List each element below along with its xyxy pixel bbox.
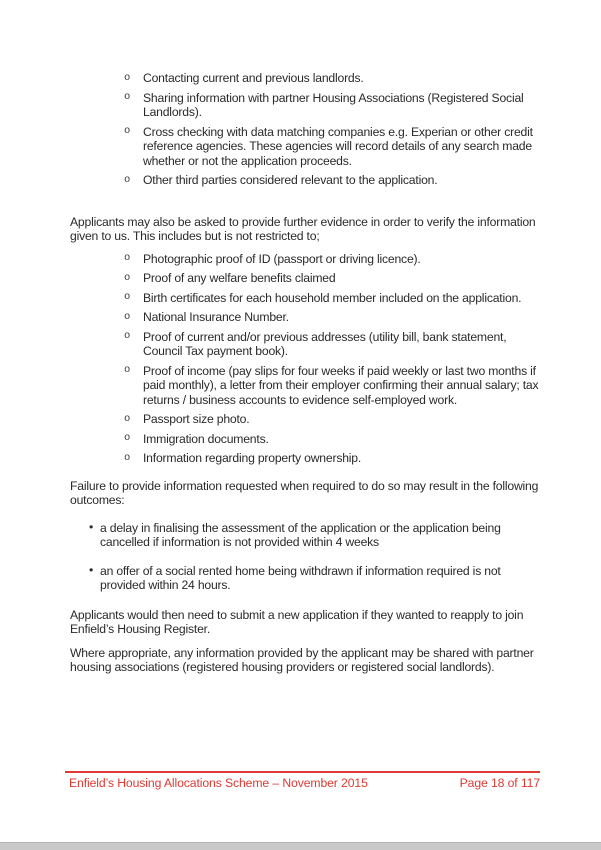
evidence-list xyxy=(70,252,540,466)
circle-bullet-icon: o xyxy=(124,412,131,425)
circle-bullet-icon: o xyxy=(124,271,131,284)
page-body xyxy=(70,71,540,675)
circle-bullet-icon: o xyxy=(124,71,131,84)
page-footer xyxy=(65,771,540,791)
list-item xyxy=(70,330,540,359)
list-item-text: Birth certificates for each household member included on the application. xyxy=(143,290,522,305)
list-item xyxy=(70,252,540,267)
list-item-text: a delay in finalising the assessment of the application or the application being cancelled if information is not provided within 4 weeks xyxy=(100,520,501,549)
list-item xyxy=(70,521,540,550)
circle-bullet-icon: o xyxy=(124,310,131,323)
circle-bullet-icon: o xyxy=(124,451,131,464)
list-item-text: Proof of income (pay slips for four weeks if paid weekly or last two months if paid monthly), a letter from their employer confirming their annual salary; tax returns / business accounts to evidence self-employed work. xyxy=(143,363,539,407)
list-item xyxy=(70,412,540,427)
disc-bullet-icon: • xyxy=(89,562,94,577)
footer-document-title: Enfield’s Housing Allocations Scheme – November 2015 xyxy=(69,776,368,790)
circle-bullet-icon: o xyxy=(124,330,131,342)
list-item-text: Passport size photo. xyxy=(143,412,250,426)
circle-bullet-icon: o xyxy=(124,291,131,303)
circle-bullet-icon: o xyxy=(124,432,131,444)
list-item-text: Contacting current and previous landlords. xyxy=(143,71,364,85)
list-item-text: Other third parties considered relevant to the application. xyxy=(143,173,438,187)
list-item-text: Proof of any welfare benefits claimed xyxy=(143,271,336,285)
list-item-text: Information regarding property ownership. xyxy=(143,451,362,465)
list-item xyxy=(70,71,540,86)
list-item xyxy=(70,364,540,408)
circle-bullet-icon: o xyxy=(124,173,131,186)
list-item-text: Proof of current and/or previous addresses (utility bill, bank statement, Council Tax payment book). xyxy=(143,329,507,358)
list-item xyxy=(70,310,540,325)
list-item xyxy=(70,451,540,466)
paragraph-failure-intro: Failure to provide information requested when required to do so may result in the following outcomes: xyxy=(70,478,539,507)
circle-bullet-icon: o xyxy=(124,91,131,103)
list-item-text: Sharing information with partner Housing Associations (Registered Social Landlords). xyxy=(143,90,524,119)
paragraph-sharing: Where appropriate, any information provided by the applicant may be shared with partner housing associations (registered housing providers or registered social landlords). xyxy=(70,645,534,674)
list-item-text: Immigration documents. xyxy=(143,431,269,446)
list-item-text: Photographic proof of ID (passport or driving licence). xyxy=(143,251,421,266)
paragraph-evidence-intro: Applicants may also be asked to provide further evidence in order to verify the information given to us. This includes but is not restricted to; xyxy=(70,214,536,243)
list-item-text: National Insurance Number. xyxy=(143,310,289,324)
paragraph-reapply: Applicants would then need to submit a new application if they wanted to reapply to join Enfield’s Housing Register. xyxy=(70,607,524,636)
page-edge-strip xyxy=(0,842,601,850)
list-item xyxy=(70,91,540,120)
list-item xyxy=(70,271,540,286)
list-item xyxy=(70,432,540,447)
outcomes-list xyxy=(70,521,540,593)
list-item xyxy=(70,564,540,593)
checks-list xyxy=(70,71,540,188)
circle-bullet-icon: o xyxy=(124,364,131,376)
list-item-text: an offer of a social rented home being withdrawn if information required is not provided within 24 hours. xyxy=(100,563,501,592)
footer-page-number: Page 18 of 117 xyxy=(459,776,540,790)
circle-bullet-icon: o xyxy=(124,252,131,264)
list-item xyxy=(70,125,540,169)
list-item xyxy=(70,291,540,306)
list-item-text: Cross checking with data matching companies e.g. Experian or other credit reference agencies. These agencies will record details of any search made whether or not the application proceeds. xyxy=(143,124,533,168)
list-item xyxy=(70,173,540,188)
circle-bullet-icon: o xyxy=(124,125,131,137)
disc-bullet-icon: • xyxy=(89,519,94,534)
